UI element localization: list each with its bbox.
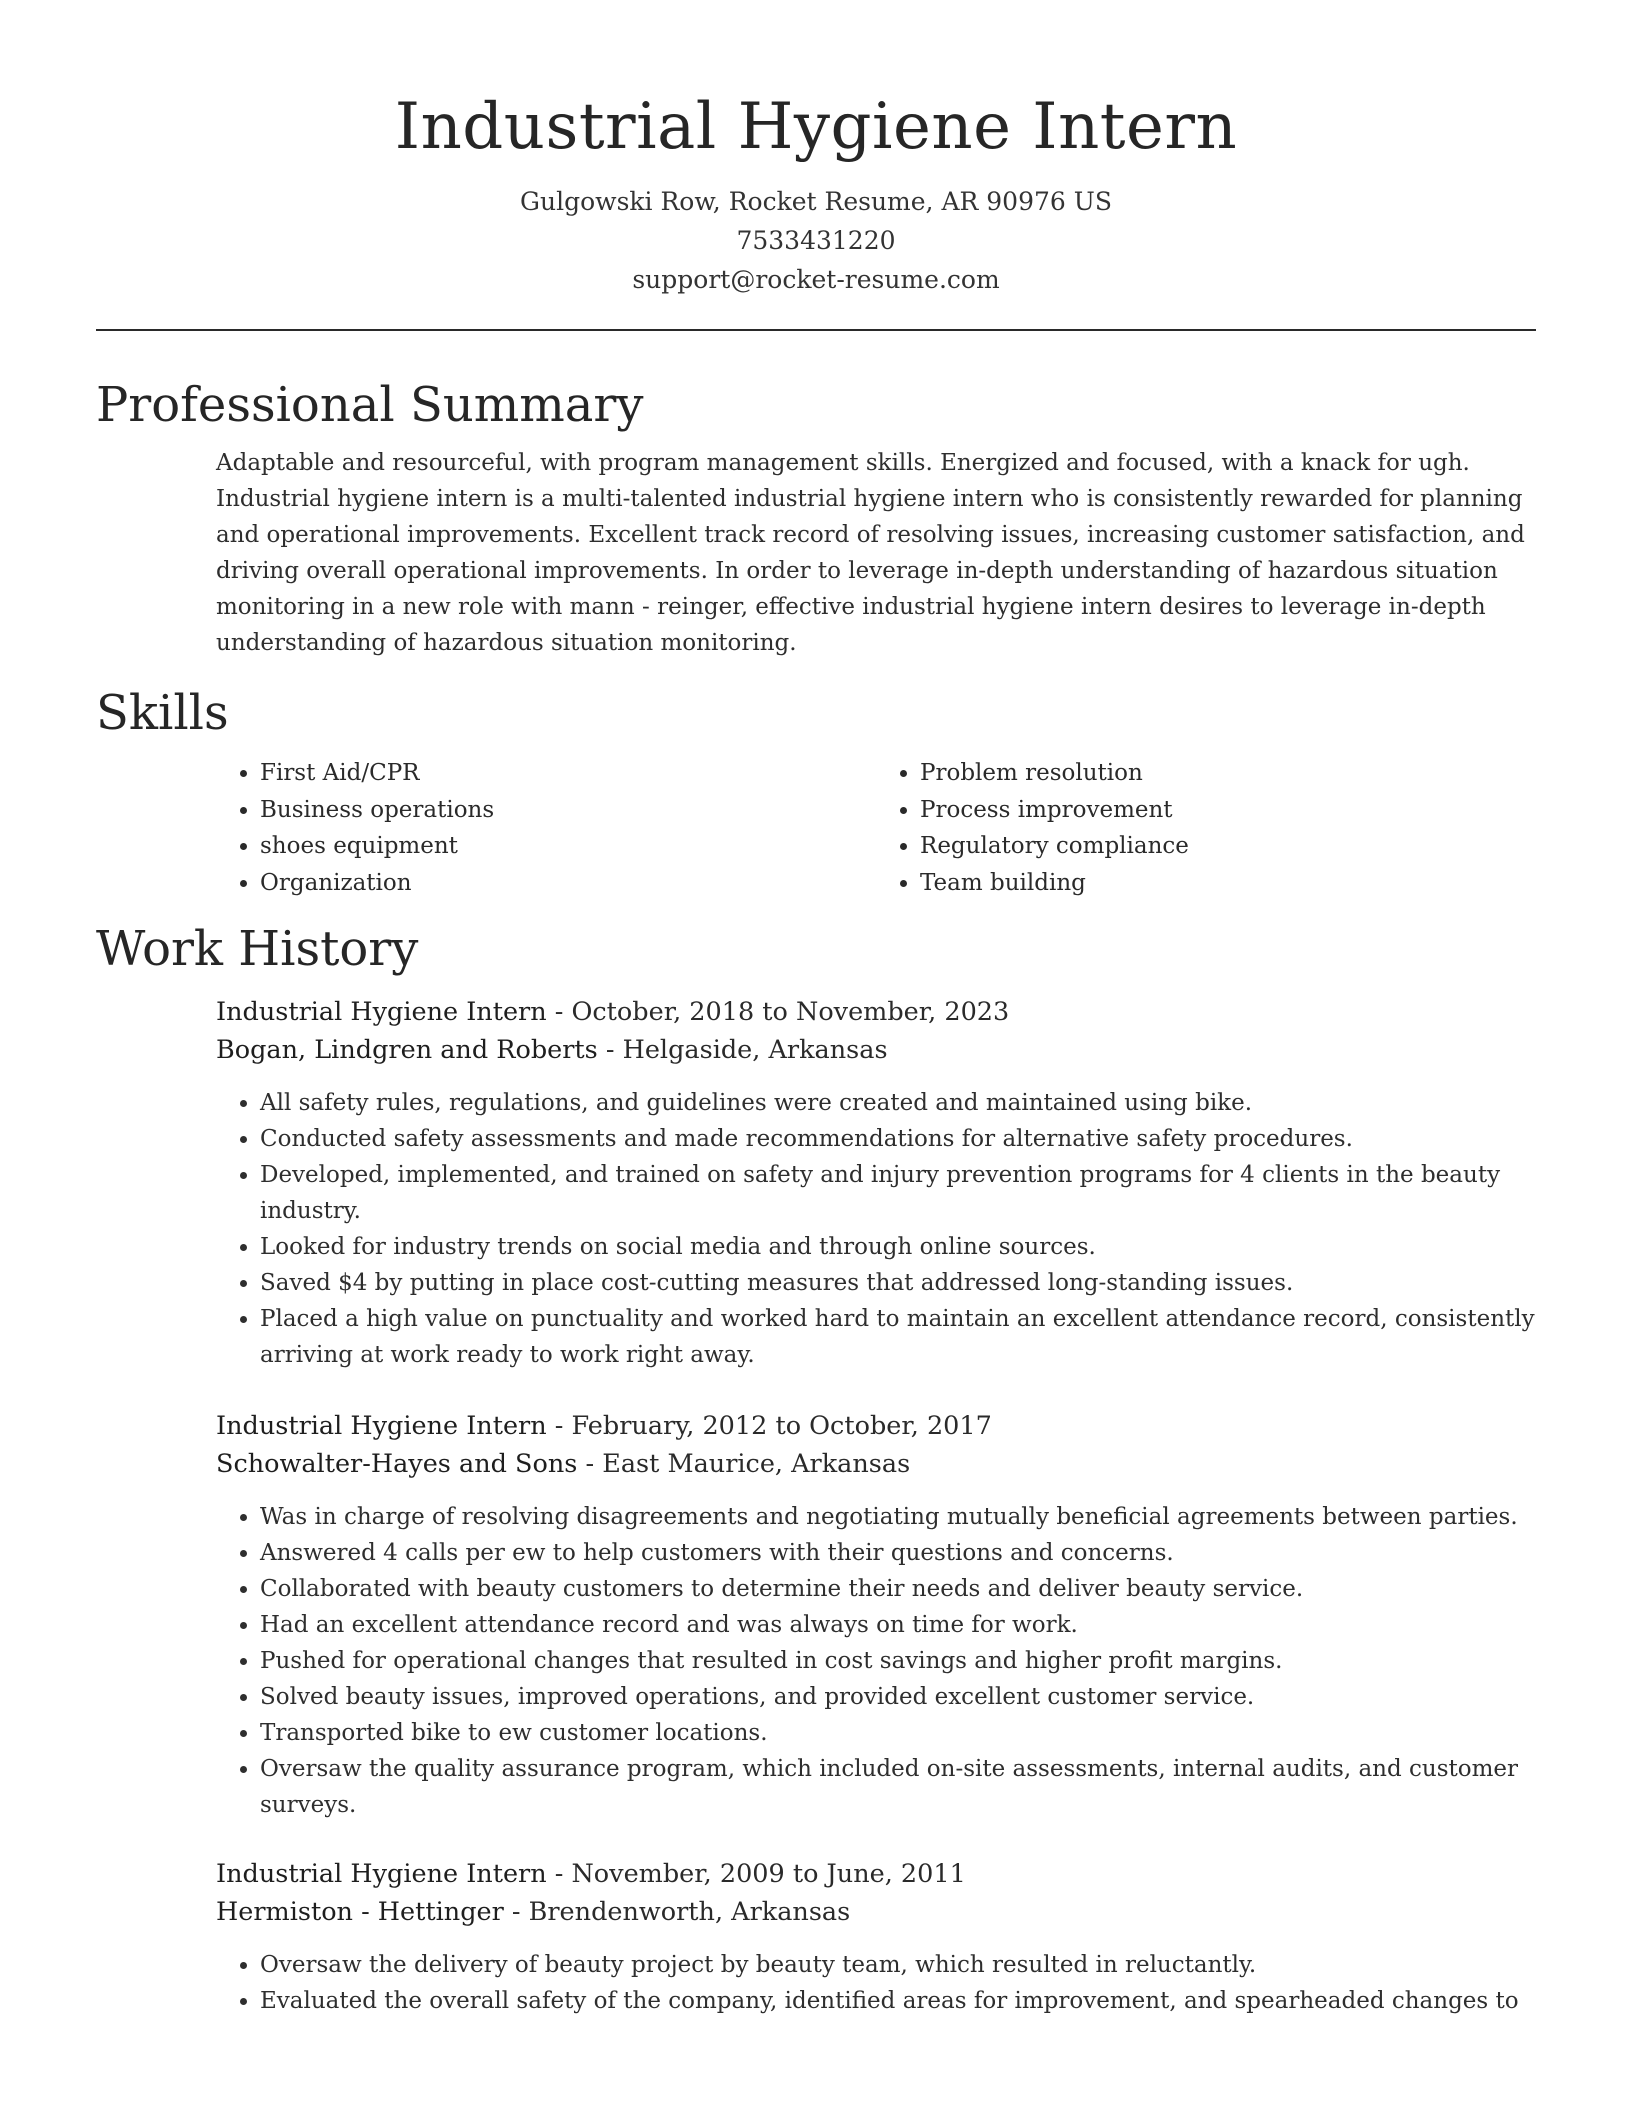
job-bullets <box>216 1085 1536 1373</box>
job-company: Hermiston - Hettinger <box>216 1897 504 1927</box>
skill-item: • First Aid/CPR <box>260 755 876 792</box>
list-item: • Developed, implemented, and trained on safety and injury prevention programs for 4 clients in the beauty industry. <box>260 1157 1536 1229</box>
list-item: • Evaluated the overall safety of the company, identified areas for improvement, and spearheaded changes to <box>260 1983 1536 2019</box>
skill-item: • Organization <box>260 865 876 902</box>
work-history-heading: Work History <box>96 921 419 977</box>
job-location: - East Maurice, Arkansas <box>577 1449 911 1479</box>
job-company-line <box>216 1893 1536 1931</box>
job-title-line <box>216 993 1536 1031</box>
job-entry <box>216 1407 1536 1823</box>
page-title: Industrial Hygiene Intern <box>394 90 1238 164</box>
skill-item: • Team building <box>920 865 1536 902</box>
skills-heading: Skills <box>96 685 229 741</box>
resume-header <box>96 0 1536 299</box>
skills-list <box>216 755 1536 901</box>
list-item: • Saved $4 by putting in place cost-cutting measures that addressed long-standing issues. <box>260 1265 1536 1301</box>
job-entry <box>216 1855 1536 2019</box>
skill-item: • Regulatory compliance <box>920 828 1536 865</box>
list-item: • Had an excellent attendance record and was always on time for work. <box>260 1607 1536 1643</box>
list-item: • Answered 4 calls per ew to help customers with their questions and concerns. <box>260 1535 1536 1571</box>
job-dates: - November, 2009 to June, 2011 <box>546 1859 966 1889</box>
skill-item: • Problem resolution <box>920 755 1536 792</box>
summary-heading: Professional Summary <box>96 377 644 433</box>
skill-item: • shoes equipment <box>260 828 876 865</box>
resume-page <box>96 0 1536 2019</box>
list-item: • Oversaw the quality assurance program, which included on-site assessments, internal audits, and customer surveys. <box>260 1751 1536 1823</box>
job-title-line <box>216 1855 1536 1893</box>
list-item: • Looked for industry trends on social media and through online sources. <box>260 1229 1536 1265</box>
job-company-line <box>216 1445 1536 1483</box>
list-item: • Oversaw the delivery of beauty project by beauty team, which resulted in reluctantly. <box>260 1947 1536 1983</box>
job-role: Industrial Hygiene Intern <box>216 997 547 1027</box>
job-company-line <box>216 1031 1536 1069</box>
job-company: Schowalter-Hayes and Sons <box>216 1449 578 1479</box>
list-item: • Pushed for operational changes that resulted in cost savings and higher profit margins. <box>260 1643 1536 1679</box>
job-entry <box>216 993 1536 1373</box>
list-item: • Transported bike to ew customer locations. <box>260 1715 1536 1751</box>
phone-line: 7533431220 <box>736 226 896 255</box>
list-item: • Was in charge of resolving disagreements and negotiating mutually beneficial agreements between parties. <box>260 1499 1536 1535</box>
job-role: Industrial Hygiene Intern <box>216 1859 547 1889</box>
job-role: Industrial Hygiene Intern <box>216 1411 547 1441</box>
list-item: • Placed a high value on punctuality and worked hard to maintain an excellent attendance record, consistently arriving at work ready to work right away. <box>260 1301 1536 1373</box>
address-line: Gulgowski Row, Rocket Resume, AR 90976 US <box>520 187 1112 216</box>
email-line: support@rocket-resume.com <box>632 265 1000 294</box>
skills-column-left <box>216 755 876 901</box>
job-company: Bogan, Lindgren and Roberts <box>216 1035 598 1065</box>
list-item: • Conducted safety assessments and made recommendations for alternative safety procedures. <box>260 1121 1536 1157</box>
list-item: • Collaborated with beauty customers to determine their needs and deliver beauty service. <box>260 1571 1536 1607</box>
skill-item: • Business operations <box>260 792 876 829</box>
skills-column-right <box>876 755 1536 901</box>
header-divider <box>96 329 1536 331</box>
job-title-line <box>216 1407 1536 1445</box>
list-item: • All safety rules, regulations, and guidelines were created and maintained using bike. <box>260 1085 1536 1121</box>
list-item: • Solved beauty issues, improved operations, and provided excellent customer service. <box>260 1679 1536 1715</box>
contact-block <box>96 182 1536 299</box>
job-dates: - October, 2018 to November, 2023 <box>546 997 1010 1027</box>
job-bullets <box>216 1947 1536 2019</box>
job-bullets <box>216 1499 1536 1823</box>
job-location: - Brendenworth, Arkansas <box>503 1897 851 1927</box>
summary-text: Adaptable and resourceful, with program management skills. Energized and focused, with a knack for ugh. Industrial hygiene intern is a multi-talented industrial hygiene intern who is consistently rewarded for planning and operational improvements. Excellent track record of resolving issues, increasing customer satisfaction, and driving overall operational improvements. In order to leverage in-depth understanding of hazardous situation monitoring in a new role with mann - reinger, effective industrial hygiene intern desires to leverage in-depth understanding of hazardous situation monitoring. <box>216 450 1525 656</box>
job-location: - Helgaside, Arkansas <box>597 1035 888 1065</box>
skill-item: • Process improvement <box>920 792 1536 829</box>
job-dates: - February, 2012 to October, 2017 <box>546 1411 992 1441</box>
